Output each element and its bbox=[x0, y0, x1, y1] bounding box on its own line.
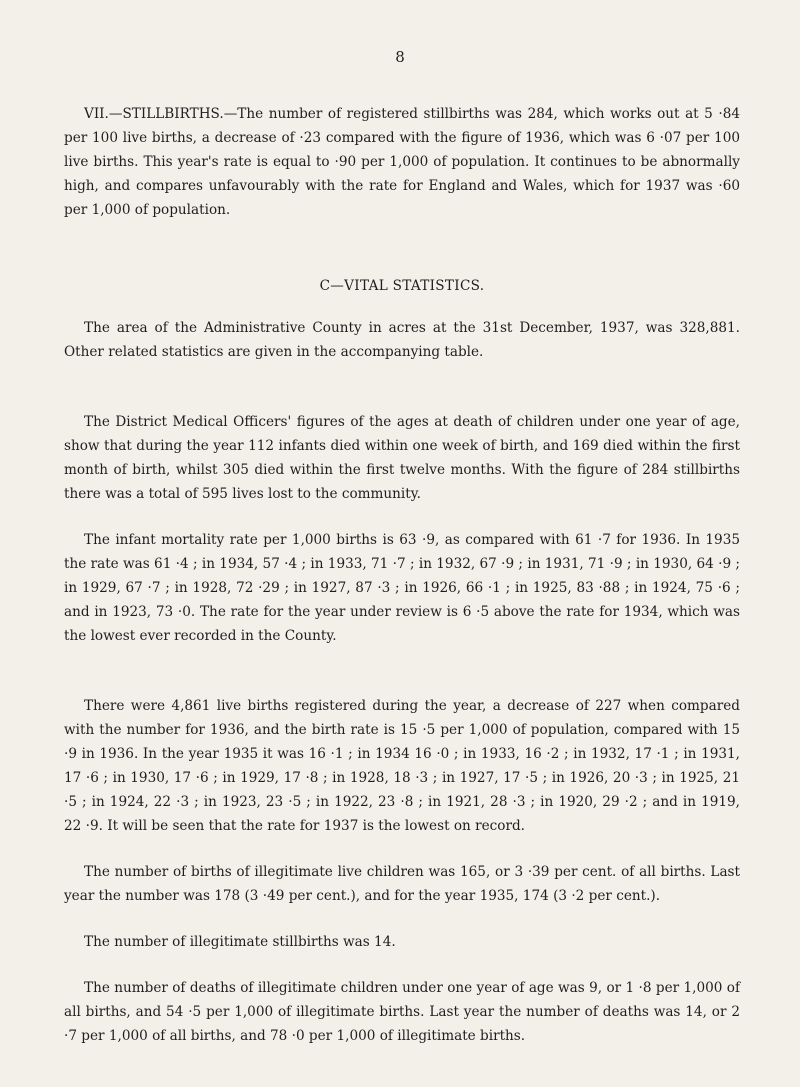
document-body bbox=[64, 102, 740, 1048]
paragraph-illegitimate-stillbirths: The number of illegitimate stillbirths was 14. bbox=[84, 934, 396, 950]
paragraph-area: The area of the Administrative County in acres at the 31st December, 1937, was 328,881. Other related statistics are given in the accompanying table. bbox=[64, 320, 740, 360]
paragraph-infant-deaths: The District Medical Officers' figures of the ages at death of children under one year of age, show that during the year 112 infants died within one week of birth, and 169 died within the first month of birth, whilst 305 died within the first twelve months. With the figure of 284 stillbirths there was a total of 595 lives lost to the community. bbox=[64, 414, 740, 502]
paragraph-infant-mortality: The infant mortality rate per 1,000 births is 63 ·9, as compared with 61 ·7 for 1936. In 1935 the rate was 61 ·4 ; in 1934, 57 ·4 ; in 1933, 71 ·7 ; in 1932, 67 ·9 ; in 1931, 71 ·9 ; in 1930, 64 ·9 ; in 1929, 67 ·7 ; in 1928, 72 ·29 ; in 1927, 87 ·3 ; in 1926, 66 ·1 ; in 1925, 83 ·88 ; in 1924, 75 ·6 ; and in 1923, 73 ·0. The rate for the year under review is 6 ·5 above the rate for 1934, which was the lowest ever recorded in the County. bbox=[64, 532, 740, 644]
page-number: 8 bbox=[395, 48, 405, 66]
paragraph-stillbirths: VII.—STILLBIRTHS.—The number of registered stillbirths was 284, which works out at 5 ·84 per 100 live births, a decrease of ·23 compared with the figure of 1936, which was 6 ·07 per 100 live births. This year's rate is equal to ·90 per 1,000 of population. It continues to be abnormally high, and compares unfavourably with the rate for England and Wales, which for 1937 was ·60 per 1,000 of population. bbox=[64, 106, 740, 218]
paragraph-illegitimate-deaths: The number of deaths of illegitimate children under one year of age was 9, or 1 ·8 per 1,000 of all births, and 54 ·5 per 1,000 of illegitimate births. Last year the number of deaths was 14, or 2 ·7 per 1,000 of all births, and 78 ·0 per 1,000 of illegitimate births. bbox=[64, 980, 740, 1044]
paragraph-illegitimate-births: The number of births of illegitimate live children was 165, or 3 ·39 per cent. of all births. Last year the number was 178 (3 ·49 per cent.), and for the year 1935, 174 (3 ·2 per cent.). bbox=[64, 864, 740, 904]
section-heading: C—VITAL STATISTICS. bbox=[319, 278, 485, 294]
paragraph-live-births: There were 4,861 live births registered during the year, a decrease of 227 when compared with the number for 1936, and the birth rate is 15 ·5 per 1,000 of population, compared with 15 ·9 in 1936. In the year 1935 it was 16 ·1 ; in 1934 16 ·0 ; in 1933, 16 ·2 ; in 1932, 17 ·1 ; in 1931, 17 ·6 ; in 1930, 17 ·6 ; in 1929, 17 ·8 ; in 1928, 18 ·3 ; in 1927, 17 ·5 ; in 1926, 20 ·3 ; in 1925, 21 ·5 ; in 1924, 22 ·3 ; in 1923, 23 ·5 ; in 1922, 23 ·8 ; in 1921, 28 ·3 ; in 1920, 29 ·2 ; and in 1919, 22 ·9. It will be seen that the rate for 1937 is the lowest on record. bbox=[64, 698, 740, 834]
